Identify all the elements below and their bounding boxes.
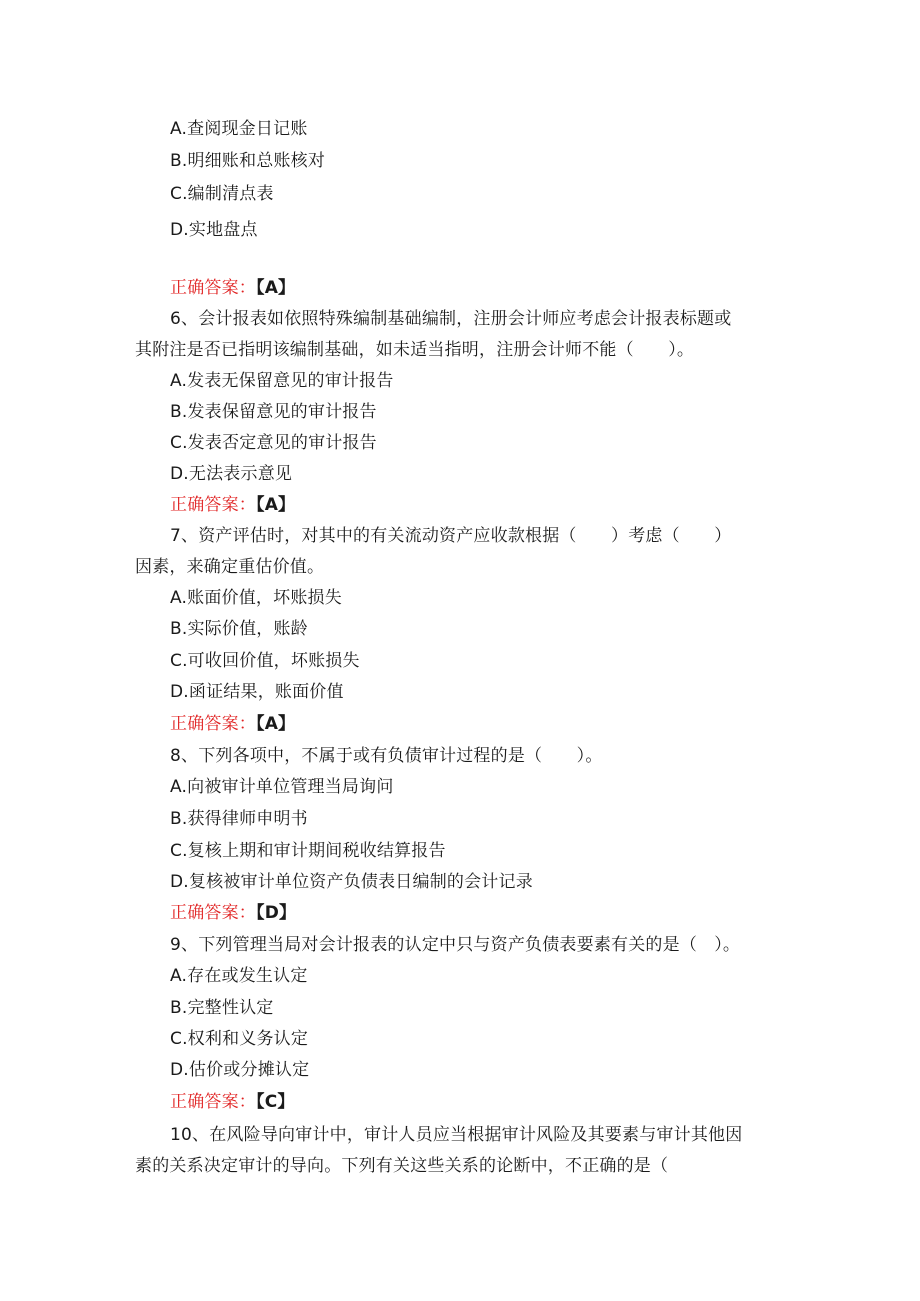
q6-option-c: C.发表否定意见的审计报告 — [170, 433, 377, 453]
q7-option-b: B.实际价值，账龄 — [170, 619, 308, 639]
q7-option-d: D.函证结果，账面价值 — [170, 682, 344, 702]
answer-label: 正确答案： — [170, 903, 256, 923]
q6-answer — [170, 494, 295, 516]
q7-answer — [170, 713, 295, 735]
q6-stem-line-2: 其附注是否已指明该编制基础，如未适当指明，注册会计师不能（ ）。 — [135, 340, 695, 360]
q8-option-d: D.复核被审计单位资产负债表日编制的会计记录 — [170, 872, 533, 892]
q6-option-d: D.无法表示意见 — [170, 464, 293, 484]
answer-value: 【A】 — [256, 278, 296, 298]
answer-value: 【A】 — [256, 714, 296, 734]
answer-label: 正确答案： — [170, 1092, 256, 1112]
answer-value: 【C】 — [256, 1092, 295, 1112]
q6-stem-line-1: 6、会计报表如依照特殊编制基础编制，注册会计师应考虑会计报表标题或 — [170, 309, 732, 329]
q5-option-d: D.实地盘点 — [170, 220, 258, 240]
q8-option-c: C.复核上期和审计期间税收结算报告 — [170, 841, 446, 861]
q6-option-a: A.发表无保留意见的审计报告 — [170, 371, 394, 391]
q10-stem-line-2: 素的关系决定审计的导向。下列有关这些关系的论断中，不正确的是（ — [135, 1156, 669, 1176]
q6-option-b: B.发表保留意见的审计报告 — [170, 402, 377, 422]
q9-option-a: A.存在或发生认定 — [170, 966, 308, 986]
answer-value: 【D】 — [256, 903, 297, 923]
answer-label: 正确答案： — [170, 278, 256, 298]
q5-answer — [170, 277, 295, 299]
q8-stem-line-1: 8、下列各项中，不属于或有负债审计过程的是（ ）。 — [170, 746, 603, 766]
q9-option-c: C.权利和义务认定 — [170, 1029, 309, 1049]
q8-answer — [170, 902, 296, 924]
q5-option-b: B.明细账和总账核对 — [170, 151, 326, 171]
answer-label: 正确答案： — [170, 714, 256, 734]
q10-stem-line-1: 10、在风险导向审计中，审计人员应当根据审计风险及其要素与审计其他因 — [170, 1125, 743, 1145]
q7-stem-line-1: 7、资产评估时，对其中的有关流动资产应收款根据（ ）考虑（ ） — [170, 526, 732, 546]
answer-label: 正确答案： — [170, 495, 256, 515]
q5-option-c: C.编制清点表 — [170, 184, 274, 204]
q9-stem-line-1: 9、下列管理当局对会计报表的认定中只与资产负债表要素有关的是（ ）。 — [170, 935, 741, 955]
q7-option-c: C.可收回价值，坏账损失 — [170, 651, 360, 671]
q8-option-b: B.获得律师申明书 — [170, 809, 308, 829]
q9-option-b: B.完整性认定 — [170, 998, 274, 1018]
q5-option-a: A.查阅现金日记账 — [170, 119, 308, 139]
q7-option-a: A.账面价值，坏账损失 — [170, 588, 342, 608]
q9-option-d: D.估价或分摊认定 — [170, 1060, 310, 1080]
q8-option-a: A.向被审计单位管理当局询问 — [170, 777, 394, 797]
q9-answer — [170, 1091, 295, 1113]
q7-stem-line-2: 因素，来确定重估价值。 — [135, 557, 325, 577]
answer-value: 【A】 — [256, 495, 296, 515]
